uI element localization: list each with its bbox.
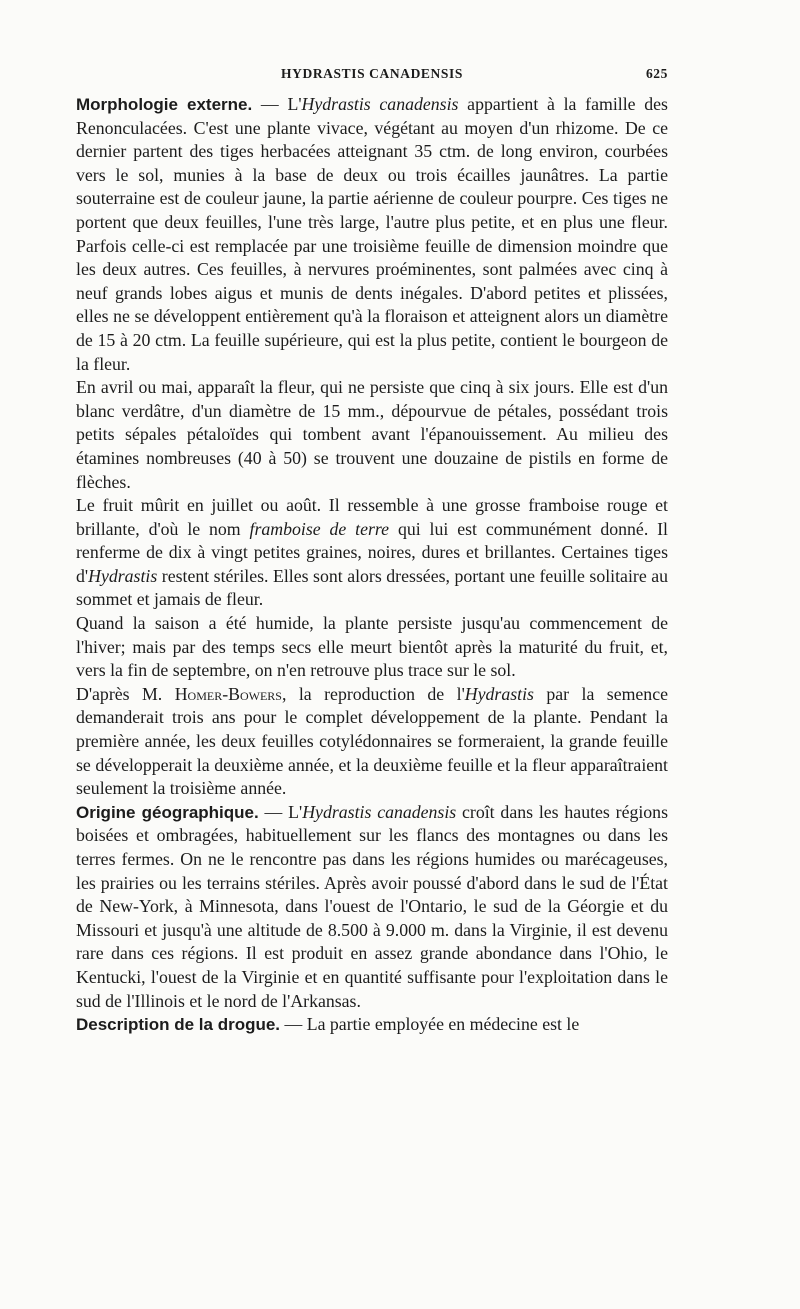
- paragraph-saison: Quand la saison a été humide, la plante persiste jusqu'au commencement de l'hiver; mais par des temps secs elle meurt bientôt après la maturité du fruit, et, vers la fin de septembre, on n'en retrouve plus trace sur le sol.: [76, 613, 668, 681]
- heading-dash: —: [258, 801, 289, 822]
- italic-species-name: Hydrastis canadensis: [302, 801, 457, 822]
- paragraph-origine: [76, 801, 668, 1013]
- paragraph-fruit: [76, 494, 668, 612]
- italic-genus-name: Hydrastis: [88, 565, 158, 586]
- body-text: [76, 93, 668, 1037]
- text-run: qui lui est communément donné. Il renferme de dix à vingt petites graines, noires, dures et brillantes. Certaines tiges d': [76, 518, 668, 586]
- text-run: appartient à la famille des Renonculacées. C'est une plante vivace, végétant au moyen d'un rhizome. De ce dernier partent des tiges herbacées atteignant 35 ctm. de long environ, courbées vers le sol, munies à la base de deux ou trois écailles jaunâtres. La partie souterraine est de couleur jaune, la partie aérienne de couleur pourpre. Ces tiges ne portent que deux feuilles, l'une très large, l'autre plus petite, et en plus une fleur. Parfois celle-ci est remplacée par une troisième feuille de dimension moindre que les deux autres. Ces feuilles, à nervures proéminentes, sont palmées avec cinq à neuf grands lobes aigus et munis de dents inégales. D'abord petites et plissées, elles ne se développent entièrement qu'à la floraison et atteignent alors un diamètre de 15 à 20 ctm. La feuille supérieure, qui est la plus petite, contient le bourgeon de la fleur.: [76, 94, 668, 374]
- running-title: HYDRASTIS CANADENSIS: [281, 66, 463, 81]
- author-name: Homer-Bowers: [174, 683, 282, 704]
- page-number: 625: [645, 66, 668, 81]
- text-run: croît dans les hautes régions boisées et ombragées, habituellement sur les flancs des montagnes ou dans les terres fermes. On ne le rencontre pas dans les régions humides ou marécageuses, les prairies ou les terrains stériles. Après avoir poussé d'abord dans le sud de l'État de New-York, à Minnesota, dans l'ouest de l'Ontario, le sud de la Géorgie et du Missouri et jusqu'à une altitude de 8.500 à 9.000 m. dans la Virginie, il est devenu rare dans ces régions. Il est produit en assez grande abondance dans l'Ohio, le Kentucki, l'ouest de la Virginie et en quantité suffisante pour l'exploitation dans le sud de l'Illinois et le nord de l'Arkansas.: [76, 801, 668, 1011]
- paragraph-morphologie: [76, 93, 668, 376]
- text-run: D'après M.: [76, 683, 175, 704]
- text-run: , la reproduction de l': [281, 683, 465, 704]
- text-run: L': [288, 801, 303, 822]
- paragraph-reproduction: [76, 683, 668, 801]
- heading-dash: —: [252, 94, 288, 114]
- section-heading-morphologie: Morphologie externe.: [76, 95, 253, 114]
- text-run: L': [287, 94, 302, 114]
- italic-term: framboise de terre: [249, 518, 390, 539]
- paragraph-description: [76, 1013, 668, 1037]
- text-run: La partie employée en médecine est le: [306, 1014, 580, 1035]
- italic-species-name: Hydrastis canadensis: [301, 94, 459, 114]
- heading-dash: —: [280, 1014, 307, 1035]
- italic-genus-name: Hydrastis: [464, 683, 534, 704]
- text-run: par la semence demanderait trois ans pour le complet développement de la plante. Pendant la première année, les deux feuilles cotylédonnaires se formeraient, la grande feuille se développerait la deuxième année, et la deuxième feuille et la fleur apparaîtraient seulement la troisième année.: [76, 683, 668, 799]
- text-run: restent stériles. Elles sont alors dressées, portant une feuille solitaire au sommet et jamais de fleur.: [76, 565, 668, 610]
- section-heading-description: Description de la drogue.: [76, 1015, 281, 1035]
- section-heading-origine: Origine géographique.: [76, 802, 259, 822]
- document-page: [76, 66, 668, 1037]
- running-header: [76, 66, 668, 86]
- paragraph-fleur: En avril ou mai, apparaît la fleur, qui ne persiste que cinq à six jours. Elle est d'un blanc verdâtre, d'un diamètre de 15 mm., dépourvue de pétales, possédant trois petits sépales pétaloïdes qui tombent avant l'épanouissement. Au milieu des étamines nombreuses (40 à 50) se trouvent une douzaine de pistils en forme de flèches.: [76, 377, 668, 492]
- text-run: Le fruit mûrit en juillet ou août. Il ressemble à une grosse framboise rouge et brillante, d'où le nom: [76, 495, 668, 539]
